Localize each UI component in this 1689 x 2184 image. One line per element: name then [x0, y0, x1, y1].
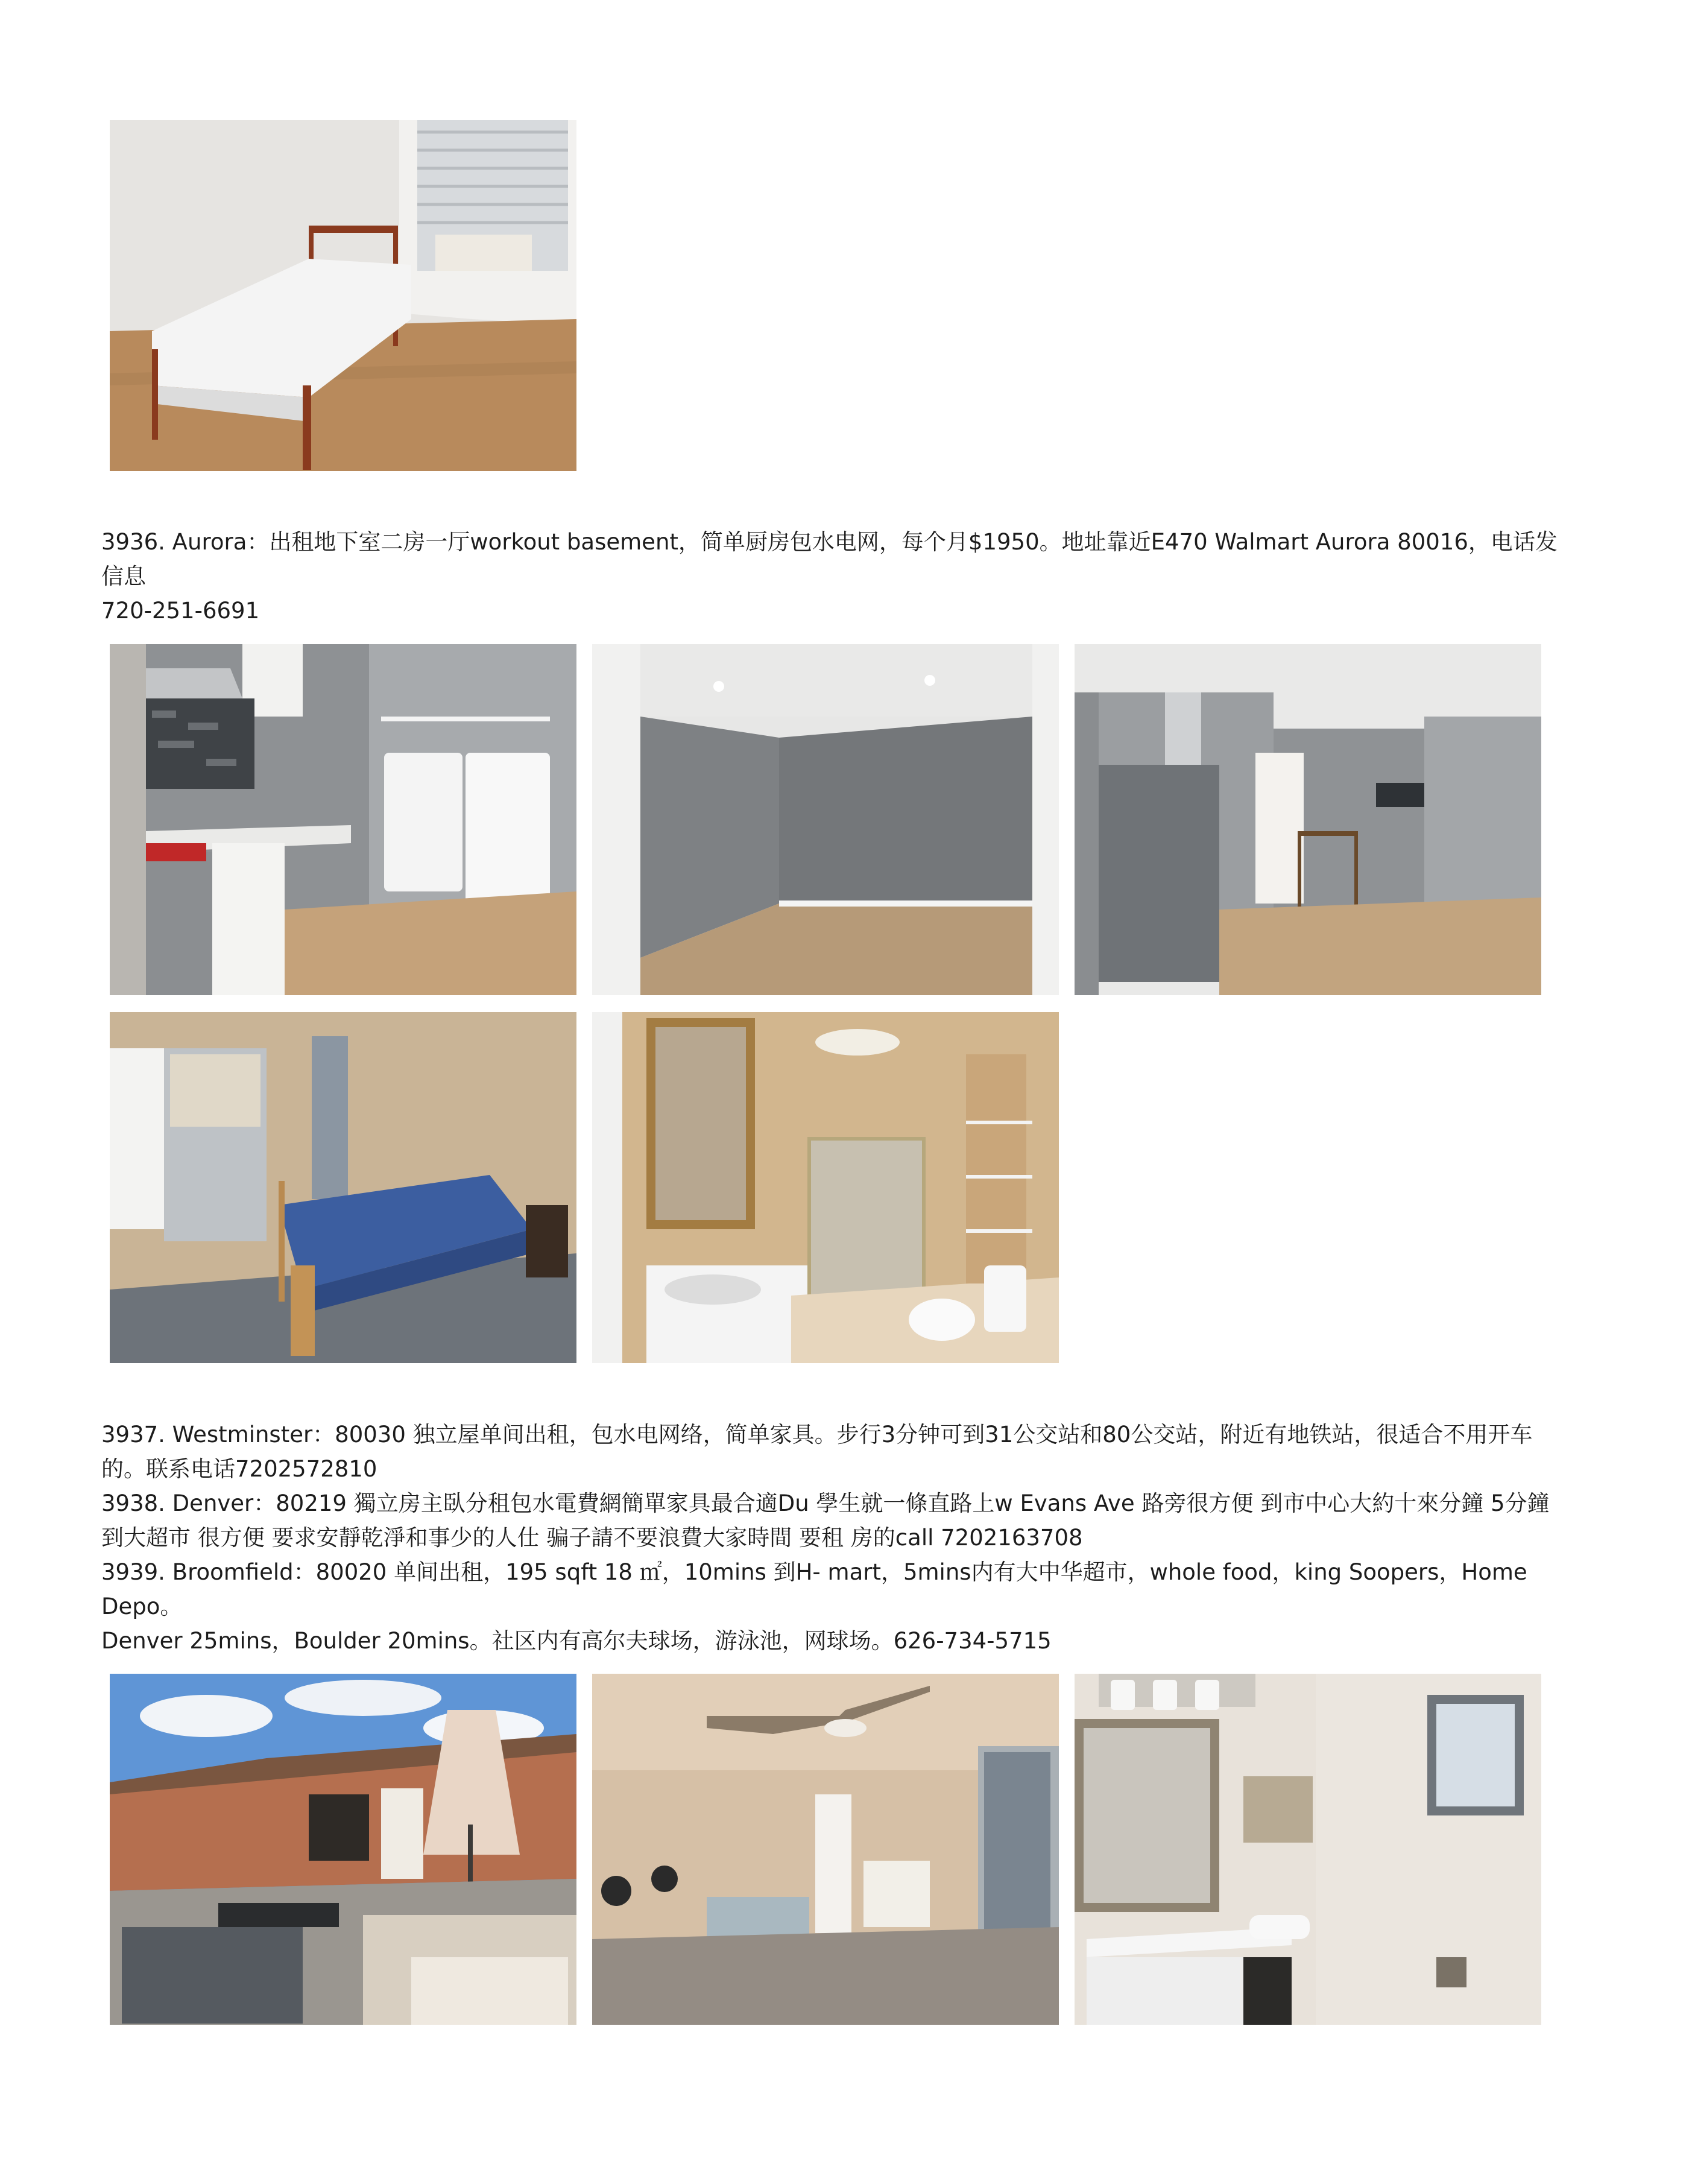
listings-3937-3939-text: [101, 1417, 1573, 1658]
photo-bathroom-vanity: [1075, 1674, 1541, 2025]
photo-bedroom-single-bed: [110, 120, 576, 471]
listing-3939-line-1: 3939. Broomfield：80020 单间出租，195 sqft 18 ㎡，10mins 到H- mart，5mins内有大中华超市，whole food，king Soopers，Home Depo。: [101, 1559, 1527, 1619]
listing-3939-line-2: Denver 25mins，Boulder 20mins。社区内有高尔夫球场，游泳池，网球场。626-734-5715: [101, 1628, 1052, 1654]
photo-basement-living-fridge: [1075, 644, 1541, 995]
listing-3937-line-1: 3937. Westminster：80030 独立屋单间出租，包水电网络，简单家具。步行3分钟可到31公交站和80公交站，附近有地铁站，很适合不用开车: [101, 1422, 1533, 1448]
photo-bedroom-ceiling-fan: [592, 1674, 1059, 2025]
listing-3936-line-1: 3936. Aurora：出租地下室二房一厅workout basement，简单厨房包水电网，每个月$1950。地址靠近E470 Walmart Aurora 80016，电话发信息: [101, 529, 1558, 589]
listing-3938-line-1: 3938. Denver：80219 獨立房主臥分租包水電費網簡單家具最合適Du 學生就一條直路上w Evans Ave 路旁很方便 到市中心大約十來分鐘 5分鐘: [101, 1490, 1550, 1516]
listing-3938-line-2: 到大超市 很方便 要求安靜乾淨和事少的人仕 骗子請不要浪費大家時間 要租 房的call 7202163708: [101, 1525, 1083, 1551]
photo-patio-umbrella: [110, 1674, 576, 2025]
photo-bedroom-queen-bed: [110, 1012, 576, 1363]
photo-bathroom-shower: [592, 1012, 1059, 1363]
photo-empty-basement-room: [592, 644, 1059, 995]
listing-3936-text: [101, 525, 1573, 628]
listing-3937-line-2: 的。联系电话7202572810: [101, 1456, 377, 1482]
listing-3936-line-2: 720-251-6691: [101, 598, 260, 624]
photo-kitchen-laundry: [110, 644, 576, 995]
